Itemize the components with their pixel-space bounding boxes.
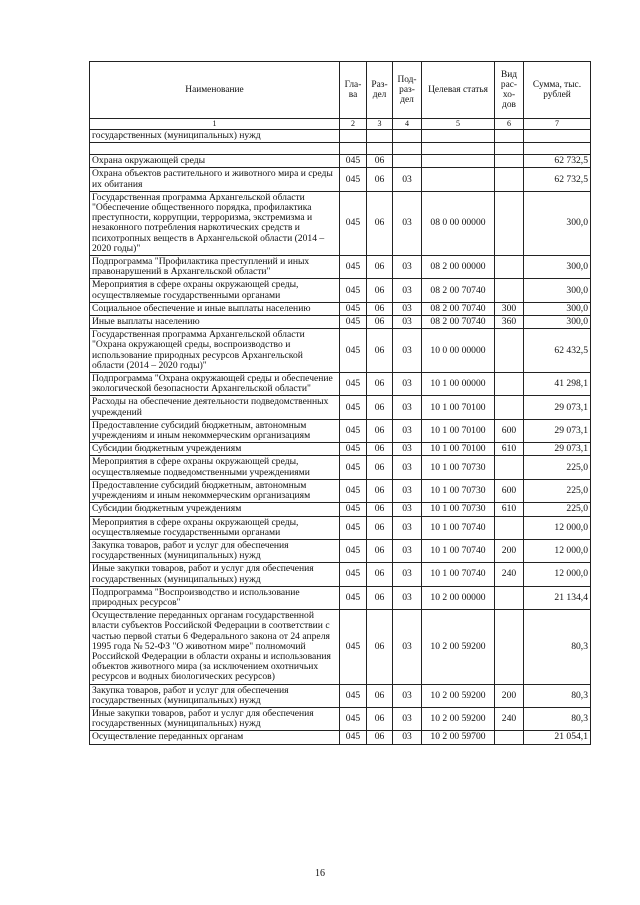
cell-name: Мероприятия в сфере охраны окружающей среды, осуществляемые государственными органами [90,516,340,539]
cell-vid [495,373,524,396]
cell-vid [495,586,524,609]
cell-vid [495,130,524,143]
cell-vid [495,329,524,373]
table-row [90,731,591,744]
cell-podrazdel: 03 [393,419,422,442]
cell-podrazdel: 03 [393,279,422,302]
cell-name: Мероприятия в сфере охраны окружающей среды, осуществляемые государственными органами [90,279,340,302]
cell-name: Охрана объектов растительного и животного мира и среды их обитания [90,168,340,191]
cell-podrazdel: 03 [393,586,422,609]
cell-podrazdel: 03 [393,563,422,586]
cell-sum: 29 073,1 [524,443,591,456]
cell-vid [495,279,524,302]
cell-glava: 045 [340,456,367,479]
cell-target: 10 1 00 70740 [422,516,495,539]
cell-vid: 600 [495,479,524,502]
cell-razdel: 06 [367,191,393,255]
cell-sum: 41 298,1 [524,373,591,396]
cell-sum: 80,3 [524,684,591,707]
table-row [90,479,591,502]
cell-name: Предоставление субсидий бюджетным, автономным учреждениям и иным некоммерческим организациям [90,419,340,442]
table-row [90,563,591,586]
cell-razdel: 06 [367,479,393,502]
cell-vid: 240 [495,563,524,586]
cell-target [422,130,495,143]
cell-razdel: 06 [367,516,393,539]
cell-razdel: 06 [367,256,393,279]
cell-name: Охрана окружающей среды [90,155,340,168]
cell-vid [495,143,524,155]
cell-glava: 045 [340,516,367,539]
cell-razdel: 06 [367,396,393,419]
cell-razdel: 06 [367,155,393,168]
cell-sum: 12 000,0 [524,516,591,539]
cell-podrazdel: 03 [393,302,422,315]
cell-name: Подпрограмма "Воспроизводство и использование природных ресурсов" [90,586,340,609]
cell-glava: 045 [340,373,367,396]
cell-razdel: 06 [367,586,393,609]
cell-vid [495,396,524,419]
cell-name: Иные закупки товаров, работ и услуг для обеспечения государственных (муниципальных) нужд [90,563,340,586]
cell-razdel [367,143,393,155]
table-body [90,130,591,745]
cell-podrazdel: 03 [393,443,422,456]
table-row [90,373,591,396]
cell-podrazdel [393,143,422,155]
cell-glava [340,130,367,143]
cell-podrazdel: 03 [393,479,422,502]
cell-name: Осуществление переданных органам государственной власти субъектов Российской Федерации в соответствии с частью первой статьи 6 Федерального закона от 24 апреля 1995 года № 52-ФЗ "О животном мире" полномочий Российской Федерации в области охраны и использования объектов животного мира (за исключением охотничьих ресурсов и водных биологических ресурсов) [90,610,340,684]
cell-target: 10 1 00 70740 [422,563,495,586]
cell-razdel: 06 [367,168,393,191]
cell-name: Осуществление переданных органам [90,731,340,744]
cell-sum: 21 134,4 [524,586,591,609]
cell-sum: 21 054,1 [524,731,591,744]
header-vid: Вид рас-хо-дов [495,62,524,119]
table-row [90,279,591,302]
cell-razdel [367,130,393,143]
cell-vid [495,731,524,744]
table-row [90,456,591,479]
cell-target: 10 1 00 70100 [422,419,495,442]
cell-podrazdel: 03 [393,168,422,191]
cell-sum: 300,0 [524,279,591,302]
cell-vid: 610 [495,503,524,516]
cell-sum: 29 073,1 [524,419,591,442]
header-glava: Гла-ва [340,62,367,119]
cell-podrazdel: 03 [393,456,422,479]
cell-sum: 80,3 [524,610,591,684]
cell-razdel: 06 [367,539,393,562]
cell-target: 10 1 00 00000 [422,373,495,396]
cell-razdel: 06 [367,503,393,516]
cell-target: 10 0 00 00000 [422,329,495,373]
cell-glava: 045 [340,479,367,502]
cell-vid: 600 [495,419,524,442]
cell-target: 08 2 00 70740 [422,279,495,302]
table-row [90,503,591,516]
cell-target: 10 2 00 59200 [422,684,495,707]
cell-target: 10 1 00 70100 [422,396,495,419]
column-number: 4 [393,119,422,130]
cell-podrazdel: 03 [393,731,422,744]
cell-target: 08 2 00 70740 [422,316,495,329]
cell-podrazdel: 03 [393,256,422,279]
cell-glava [340,143,367,155]
table-row [90,168,591,191]
cell-sum: 12 000,0 [524,539,591,562]
cell-sum: 12 000,0 [524,563,591,586]
cell-glava: 045 [340,316,367,329]
cell-glava: 045 [340,563,367,586]
table-row [90,396,591,419]
cell-name: Закупка товаров, работ и услуг для обеспечения государственных (муниципальных) нужд [90,539,340,562]
table-row [90,329,591,373]
cell-glava: 045 [340,191,367,255]
budget-table [89,61,591,745]
table-row [90,516,591,539]
cell-name: Мероприятия в сфере охраны окружающей среды, осуществляемые подведомственными учреждениями [90,456,340,479]
cell-name: Иные выплаты населению [90,316,340,329]
cell-vid [495,516,524,539]
cell-vid [495,456,524,479]
cell-sum: 300,0 [524,316,591,329]
cell-vid: 200 [495,539,524,562]
cell-vid: 200 [495,684,524,707]
table-row [90,443,591,456]
cell-glava: 045 [340,503,367,516]
cell-vid [495,191,524,255]
cell-name: Подпрограмма "Охрана окружающей среды и обеспечение экологической безопасности Архангельской области" [90,373,340,396]
cell-razdel: 06 [367,610,393,684]
cell-glava: 045 [340,419,367,442]
cell-target: 10 1 00 70730 [422,479,495,502]
column-number: 7 [524,119,591,130]
cell-glava: 045 [340,707,367,730]
cell-sum: 29 073,1 [524,396,591,419]
cell-glava: 045 [340,302,367,315]
cell-razdel: 06 [367,329,393,373]
cell-target: 10 2 00 59200 [422,610,495,684]
cell-sum [524,130,591,143]
cell-name: Расходы на обеспечение деятельности подведомственных учреждений [90,396,340,419]
cell-name: Государственная программа Архангельской области "Обеспечение общественного порядка, профилактика преступности, коррупции, терроризма, экстремизма и незаконного потребления наркотических средств и психотропных веществ в Архангельской области (2014 – 2020 годы)" [90,191,340,255]
cell-razdel: 06 [367,316,393,329]
cell-name: Субсидии бюджетным учреждениям [90,443,340,456]
column-number: 1 [90,119,340,130]
cell-sum: 62 732,5 [524,155,591,168]
cell-sum: 225,0 [524,456,591,479]
cell-glava: 045 [340,684,367,707]
cell-vid: 240 [495,707,524,730]
cell-target: 10 2 00 00000 [422,586,495,609]
cell-target: 10 1 00 70100 [422,443,495,456]
table-row [90,130,591,143]
cell-glava: 045 [340,168,367,191]
cell-vid [495,155,524,168]
table-row [90,155,591,168]
cell-glava: 045 [340,396,367,419]
column-number: 3 [367,119,393,130]
table-row [90,256,591,279]
cell-target: 08 2 00 00000 [422,256,495,279]
cell-sum: 225,0 [524,503,591,516]
cell-target [422,155,495,168]
cell-target [422,168,495,191]
cell-name: Социальное обеспечение и иные выплаты населению [90,302,340,315]
cell-razdel: 06 [367,279,393,302]
column-number-row [90,119,591,130]
cell-name: Подпрограмма "Профилактика преступлений и иных правонарушений в Архангельской области" [90,256,340,279]
table-row [90,684,591,707]
cell-sum: 80,3 [524,707,591,730]
cell-glava: 045 [340,539,367,562]
cell-glava: 045 [340,731,367,744]
table-row [90,316,591,329]
cell-name: Государственная программа Архангельской области "Охрана окружающей среды, воспроизводство и использование природных ресурсов Архангельской области (2014 – 2020 годы)" [90,329,340,373]
cell-podrazdel: 03 [393,610,422,684]
cell-name [90,143,340,155]
column-number: 5 [422,119,495,130]
cell-target [422,143,495,155]
cell-glava: 045 [340,610,367,684]
cell-name: Закупка товаров, работ и услуг для обеспечения государственных (муниципальных) нужд [90,684,340,707]
cell-podrazdel: 03 [393,373,422,396]
cell-target: 10 2 00 59200 [422,707,495,730]
cell-name: Субсидии бюджетным учреждениям [90,503,340,516]
column-number: 2 [340,119,367,130]
cell-podrazdel [393,130,422,143]
cell-vid: 610 [495,443,524,456]
cell-target: 10 1 00 70730 [422,456,495,479]
table-header-row [90,62,591,119]
cell-target: 10 1 00 70740 [422,539,495,562]
cell-podrazdel: 03 [393,516,422,539]
cell-vid [495,256,524,279]
table-row [90,419,591,442]
cell-razdel: 06 [367,707,393,730]
cell-podrazdel: 03 [393,316,422,329]
cell-sum: 62 432,5 [524,329,591,373]
cell-sum: 300,0 [524,256,591,279]
cell-glava: 045 [340,155,367,168]
cell-razdel: 06 [367,456,393,479]
cell-vid: 360 [495,316,524,329]
cell-podrazdel [393,155,422,168]
cell-glava: 045 [340,443,367,456]
cell-name: Предоставление субсидий бюджетным, автономным учреждениям и иным некоммерческим организациям [90,479,340,502]
cell-vid [495,610,524,684]
cell-razdel: 06 [367,373,393,396]
cell-sum: 225,0 [524,479,591,502]
cell-podrazdel: 03 [393,191,422,255]
cell-glava: 045 [340,329,367,373]
cell-razdel: 06 [367,731,393,744]
column-number: 6 [495,119,524,130]
cell-podrazdel: 03 [393,707,422,730]
cell-target: 08 0 00 00000 [422,191,495,255]
cell-name: государственных (муниципальных) нужд [90,130,340,143]
cell-sum: 62 732,5 [524,168,591,191]
cell-glava: 045 [340,279,367,302]
cell-podrazdel: 03 [393,503,422,516]
cell-podrazdel: 03 [393,684,422,707]
header-target: Целевая статья [422,62,495,119]
cell-glava: 045 [340,586,367,609]
cell-target: 08 2 00 70740 [422,302,495,315]
cell-sum: 300,0 [524,302,591,315]
table-row [90,191,591,255]
cell-glava: 045 [340,256,367,279]
table-row [90,143,591,155]
cell-podrazdel: 03 [393,396,422,419]
cell-razdel: 06 [367,684,393,707]
cell-razdel: 06 [367,302,393,315]
cell-vid: 300 [495,302,524,315]
cell-name: Иные закупки товаров, работ и услуг для обеспечения государственных (муниципальных) нужд [90,707,340,730]
header-podrazdel: Под-раз-дел [393,62,422,119]
header-name: Наименование [90,62,340,119]
table-row [90,586,591,609]
cell-sum: 300,0 [524,191,591,255]
table-row [90,707,591,730]
page-number: 16 [315,868,325,879]
cell-sum [524,143,591,155]
cell-razdel: 06 [367,443,393,456]
header-sum: Сумма, тыс. рублей [524,62,591,119]
cell-razdel: 06 [367,563,393,586]
cell-target: 10 2 00 59700 [422,731,495,744]
table-row [90,302,591,315]
cell-target: 10 1 00 70730 [422,503,495,516]
header-razdel: Раз-дел [367,62,393,119]
cell-podrazdel: 03 [393,539,422,562]
cell-podrazdel: 03 [393,329,422,373]
cell-vid [495,168,524,191]
table-row [90,610,591,684]
cell-razdel: 06 [367,419,393,442]
table-row [90,539,591,562]
